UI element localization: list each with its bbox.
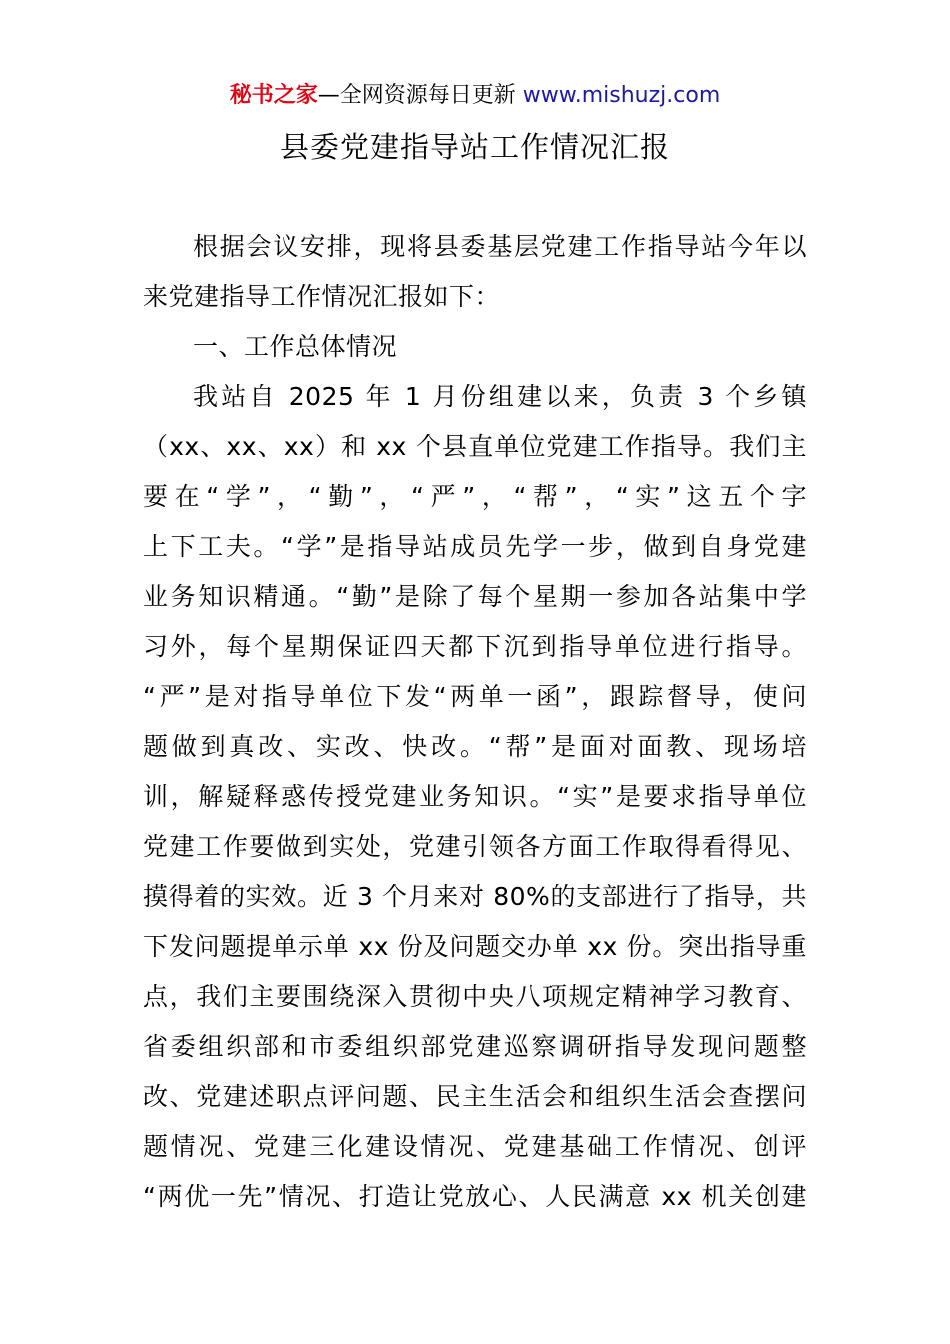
paragraph-line: 我站自 2025 年 1 月份组建以来，负责 3 个乡镇 [193, 382, 807, 411]
document-body [143, 222, 807, 1222]
site-url-link[interactable]: www.mishuzj.com [522, 83, 721, 108]
paragraph-line: 根据会议安排，现将县委基层党建工作指导站今年以 [193, 232, 807, 261]
site-tagline: —全网资源每日更新 [317, 83, 523, 108]
paragraph-line: 改、党建述职点评问题、民主生活会和组织生活会查摆问 [143, 1082, 807, 1111]
paragraph-line: 训，解疑释惑传授党建业务知识。“实”是要求指导单位 [143, 782, 807, 811]
paragraph-line: 习外，每个星期保证四天都下沉到指导单位进行指导。 [143, 632, 807, 661]
paragraph-line: 上下工夫。“学”是指导站成员先学一步，做到自身党建 [143, 532, 807, 561]
paragraph-line: 摸得着的实效。近 3 个月来对 80%的支部进行了指导，共 [143, 882, 807, 911]
paragraph-line: “严”是对指导单位下发“两单一函”，跟踪督导，使问 [143, 682, 807, 711]
paragraph-line: 业务知识精通。“勤”是除了每个星期一参加各站集中学 [143, 582, 807, 611]
paragraph-line: 题情况、党建三化建设情况、党建基础工作情况、创评 [143, 1132, 807, 1161]
paragraph-line: 点，我们主要围绕深入贯彻中央八项规定精神学习教育、 [143, 982, 807, 1011]
paragraph-line: 题做到真改、实改、快改。“帮”是面对面教、现场培 [143, 732, 807, 761]
site-brand: 秘书之家 [229, 83, 318, 108]
site-header [0, 80, 950, 112]
paragraph-line: 党建工作要做到实处，党建引领各方面工作取得看得见、 [143, 832, 807, 861]
paragraph-line: 来党建指导工作情况汇报如下： [143, 282, 501, 311]
paragraph-line: （xx、xx、xx）和 xx 个县直单位党建工作指导。我们主 [143, 432, 807, 461]
paragraph-line: 要在“学”，“勤”，“严”，“帮”，“实”这五个字 [143, 482, 807, 511]
document-title: 县委党建指导站工作情况汇报 [279, 130, 670, 164]
paragraph-line: 下发问题提单示单 xx 份及问题交办单 xx 份。突出指导重 [143, 932, 807, 961]
paragraph-line: 省委组织部和市委组织部党建巡察调研指导发现问题整 [143, 1032, 807, 1061]
section-heading: 一、工作总体情况 [193, 332, 398, 361]
paragraph-line: “两优一先”情况、打造让党放心、人民满意 xx 机关创建 [143, 1182, 807, 1211]
